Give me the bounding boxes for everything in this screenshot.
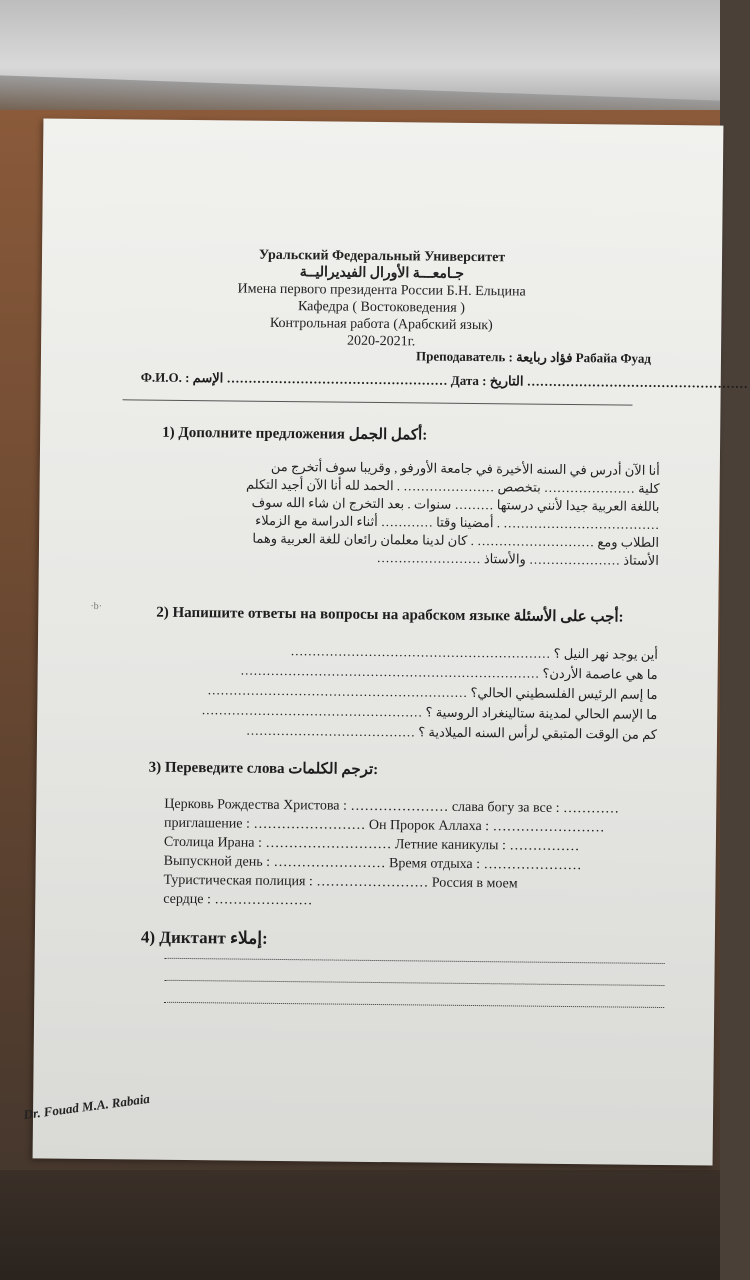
question-item: ما الإسم الحالي لمدينة ستالينغراد الروسية ؟ …………………………………………… bbox=[201, 702, 658, 722]
header-divider bbox=[123, 399, 633, 405]
translation-line: приглашение : …………………… Он Пророк Аллаха : …………………… bbox=[164, 815, 605, 836]
section2-title-ar: أجب على الأسئلة bbox=[513, 608, 619, 626]
dictation-line[interactable] bbox=[164, 968, 664, 986]
pencil-mark: ·b· bbox=[90, 600, 103, 613]
section2-title: 2) Напишите ответы на вопросы на арабском языке أجب على الأسئلة: bbox=[156, 604, 624, 626]
section3-title: 3) Переведите слова ترجم الكلمات: bbox=[148, 759, 379, 779]
question-item: كم من الوقت المتبقي لرأس السنه الميلادية ؟ ………………………………… bbox=[245, 722, 658, 742]
teacher-label: Преподаватель : bbox=[415, 348, 513, 365]
dictation-line[interactable] bbox=[164, 990, 664, 1008]
date-label: Дата : bbox=[450, 372, 487, 389]
translation-line: Столица Ирана : ……………………… Летние каникулы : …………… bbox=[163, 834, 580, 855]
translation-line: Туристическая полиция : …………………… Россия в моем bbox=[163, 872, 518, 892]
floor-shadow bbox=[0, 1170, 720, 1280]
paper-header bbox=[41, 244, 722, 353]
translation-line: Церковь Рождества Христова : ………………… слава богу за все : ………… bbox=[164, 796, 620, 817]
academic-year: 2020-2021г. bbox=[346, 333, 416, 350]
section4-title: 4) Диктант إملاء: bbox=[140, 927, 268, 948]
teacher-name: Рабайа Фуад bbox=[575, 350, 652, 366]
exam-paper bbox=[22, 118, 748, 1165]
fio-label: Ф.И.О. : bbox=[140, 369, 190, 386]
teacher-line bbox=[416, 348, 651, 366]
question-item: ما إسم الرئيس الفلسطيني الحالي؟ …………………………………………………… bbox=[207, 682, 658, 702]
question-item: ما هي عاصمة الأردن؟ …………………………………………………………… bbox=[240, 662, 658, 682]
question-item: أين يوجد نهر النيل ؟ …………………………………………………… bbox=[290, 643, 658, 662]
student-fields bbox=[140, 369, 748, 391]
translation-line: Выпускной день : …………………… Время отдыха : ………………… bbox=[163, 853, 582, 874]
section1-line: الأستاذ ………………… والأستاذ …………………… bbox=[376, 549, 659, 568]
translation-line: сердце : ………………… bbox=[163, 891, 313, 909]
teacher-name-arabic: فؤاد ربايعة bbox=[516, 349, 573, 366]
named-after: Имена первого президента России Б.Н. Ельцина bbox=[237, 281, 526, 300]
university-name-arabic: جـامعـــة الأورال الفيديراليــة bbox=[299, 265, 464, 282]
section1-title-ru: 1) Дополните предложения bbox=[162, 424, 346, 443]
exam-title: Контрольная работа (Арабский язык) bbox=[269, 315, 493, 334]
name-label-arabic: الإسم bbox=[192, 370, 224, 386]
section3-title-ar: ترجم الكلمات bbox=[288, 761, 374, 778]
department: Кафедра ( Востоковедения ) bbox=[297, 299, 466, 316]
section2-title-ru: 2) Напишите ответы на вопросы на арабском языке bbox=[156, 604, 510, 625]
author-signature: Dr. Fouad M.A. Rabaia bbox=[22, 1090, 151, 1123]
section1-line: أنا الآن أدرس في السنه الأخيرة في جامعة الأورفو , وقريبا سوف أتخرج من bbox=[270, 458, 660, 478]
date-blank[interactable]: …………………………………………… bbox=[526, 373, 748, 391]
dictation-line[interactable] bbox=[165, 946, 665, 964]
university-name: Уральский Федеральный Университет bbox=[258, 247, 506, 266]
name-blank[interactable]: …………………………………………… bbox=[226, 370, 448, 388]
section1-line: كلية ………………… بتخصص ………………… . الحمد لله أنا الآن أجيد التكلم bbox=[245, 476, 660, 496]
section3-title-ru: 3) Переведите слова bbox=[148, 759, 285, 778]
section1-line: ……………………………… . أمضينا وقتا ………… أثناء الدراسة مع الزملاء bbox=[255, 512, 660, 532]
section1-line: الطلاب ومع ……………………… . كان لدينا معلمان رائعان للغة العربية وهما bbox=[252, 530, 660, 550]
section1-title: 1) Дополните предложения أكمل الجمل: bbox=[162, 424, 428, 444]
section4-title-ru: 4) Диктант bbox=[140, 927, 226, 948]
section1-line: باللغة العربية جيدا لأنني درستها ……… سنوات . بعد التخرج ان شاء الله سوف bbox=[251, 494, 660, 514]
section4-title-ar: إملاء bbox=[229, 928, 263, 948]
section1-title-ar: أكمل الجمل bbox=[348, 426, 423, 444]
date-label-arabic: التاريخ bbox=[489, 373, 524, 389]
